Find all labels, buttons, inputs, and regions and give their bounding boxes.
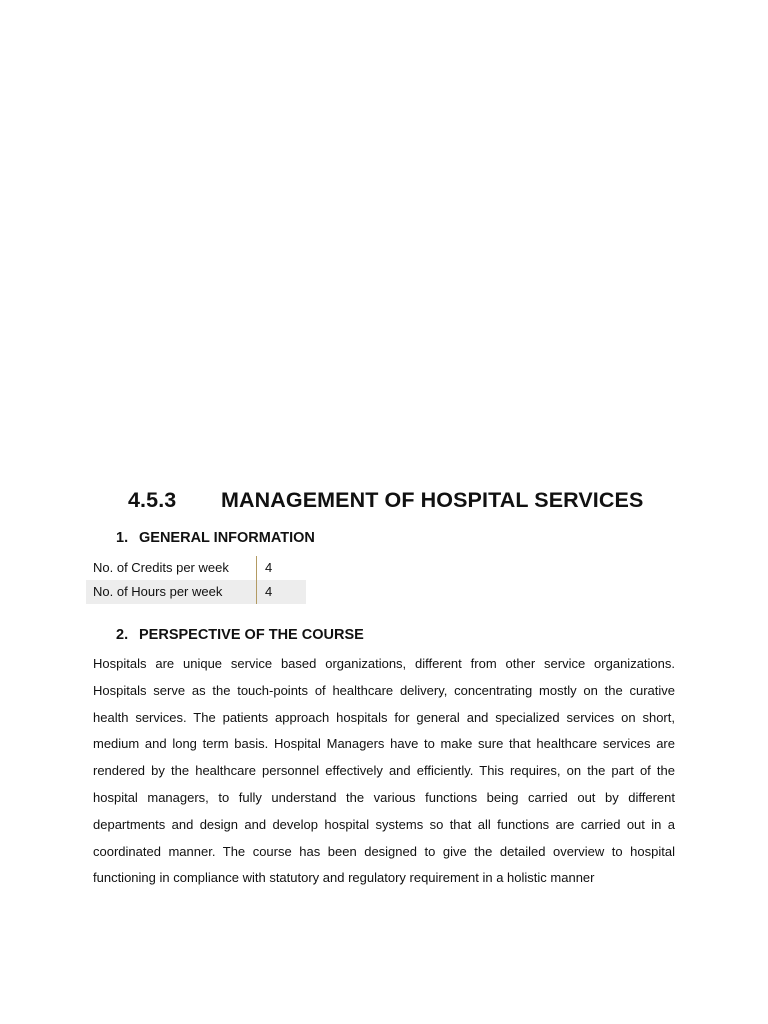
table-row-hours bbox=[86, 580, 306, 604]
perspective-heading bbox=[116, 625, 364, 645]
perspective-title: PERSPECTIVE OF THE COURSE bbox=[139, 627, 364, 643]
general-information-title: GENERAL INFORMATION bbox=[139, 530, 315, 546]
section-number: 4.5.3 bbox=[128, 488, 177, 512]
general-information-heading bbox=[116, 528, 315, 548]
table-row-credits bbox=[86, 556, 306, 580]
perspective-paragraph: Hospitals are unique service based organizations, different from other service organizations. Hospitals serve as the touch-points of healthcare delivery, concentrating mostly on the curative health services. The patients approach hospitals for general and specialized services on short, medium and long term basis. Hospital Managers have to make sure that healthcare services are rendered by the healthcare personnel effectively and efficiently. This requires, on the part of the hospital managers, to fully understand the various functions being carried out by different departments and design and develop hospital systems so that all functions are carried out in a coordinated manner. The course has been designed to give the detailed overview to hospital functioning in compliance with statutory and regulatory requirement in a holistic manner bbox=[93, 656, 675, 886]
general-information-table bbox=[86, 556, 306, 604]
general-information-index: 1. bbox=[116, 530, 129, 546]
perspective-index: 2. bbox=[116, 627, 129, 643]
hours-label: No. of Hours per week bbox=[86, 580, 257, 604]
credits-label: No. of Credits per week bbox=[86, 556, 257, 580]
hours-value: 4 bbox=[257, 580, 307, 604]
section-heading bbox=[128, 484, 688, 516]
section-title: MANAGEMENT OF HOSPITAL SERVICES bbox=[221, 488, 644, 512]
credits-value: 4 bbox=[265, 560, 273, 575]
